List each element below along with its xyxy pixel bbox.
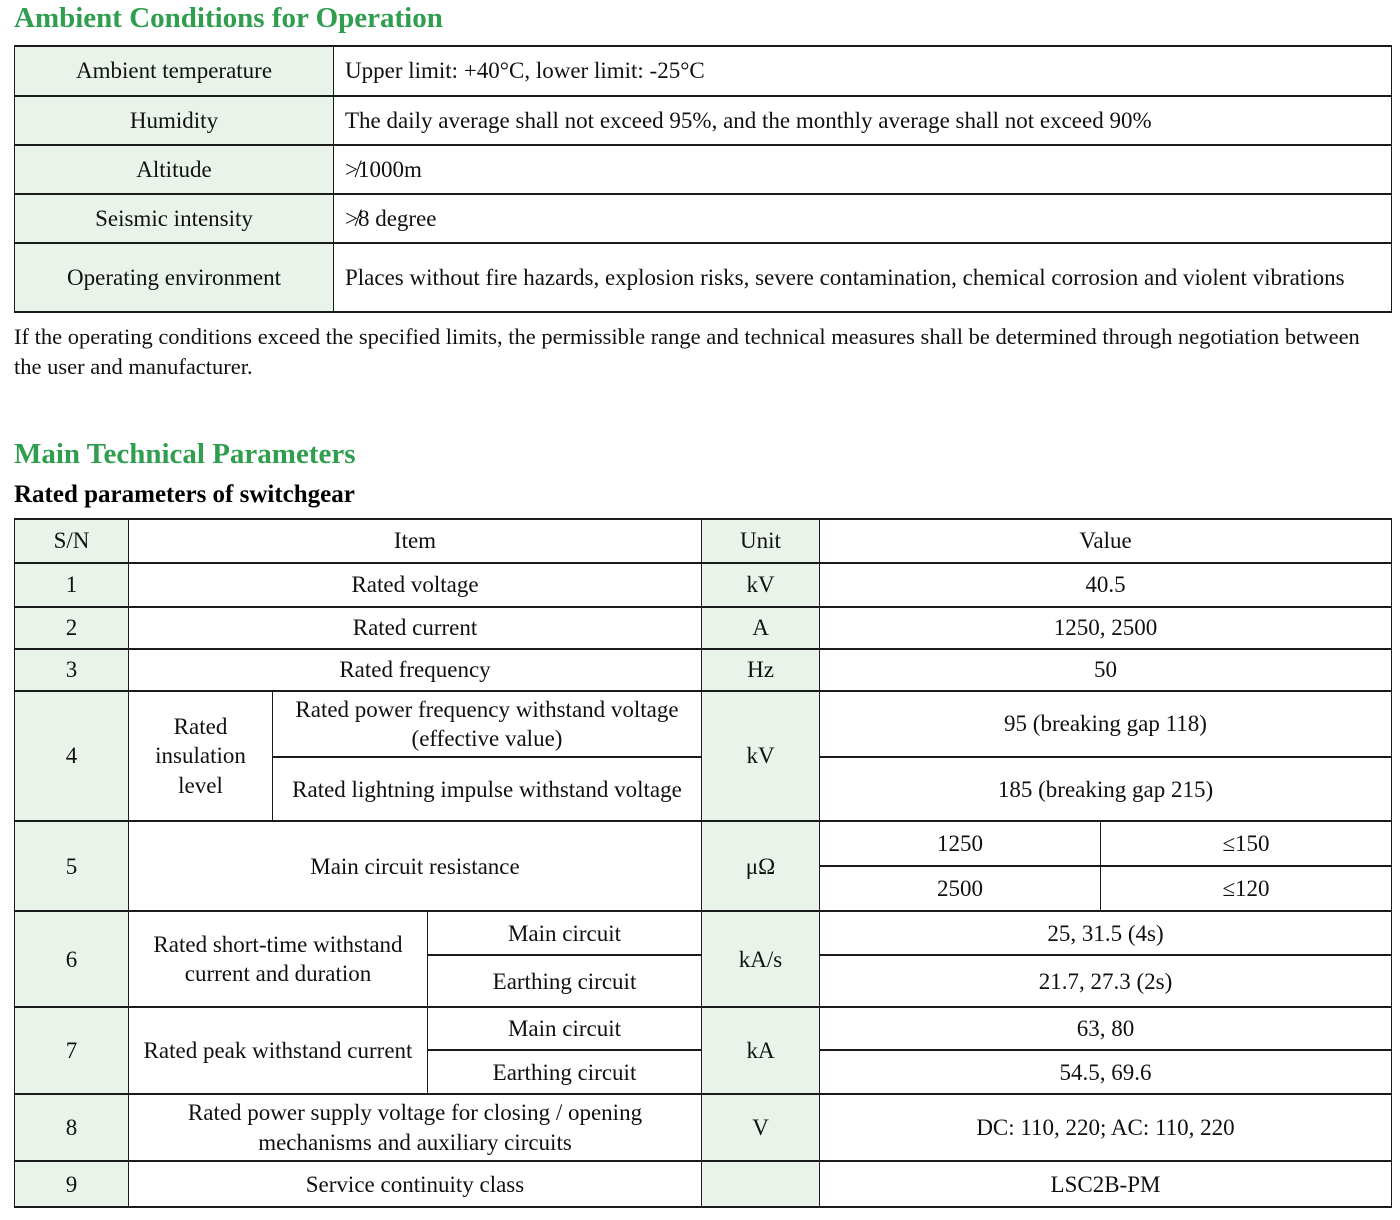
value-cell: 63, 80: [820, 1007, 1392, 1050]
header-sn: S/N: [15, 519, 129, 563]
sn-cell: 1: [15, 563, 129, 607]
item-sub-cell: Main circuit: [428, 1007, 702, 1050]
row-label: Operating environment: [15, 243, 334, 312]
table-row: [15, 649, 1392, 691]
sn-cell: 6: [15, 911, 129, 1007]
item-group-cell: Rated peak withstand current: [129, 1007, 428, 1094]
sn-cell: 9: [15, 1161, 129, 1207]
table-row: [15, 911, 1392, 955]
table-header-row: [15, 519, 1392, 563]
table-row: [15, 1007, 1392, 1050]
table-row: [15, 691, 1392, 758]
table-row: [15, 1161, 1392, 1207]
sn-cell: 7: [15, 1007, 129, 1094]
value-current-cell: 1250: [820, 821, 1101, 866]
table-row: [15, 607, 1392, 649]
table-row: [15, 563, 1392, 607]
value-cell: DC: 110, 220; AC: 110, 220: [820, 1094, 1392, 1161]
table-row: [15, 243, 1392, 312]
value-cell: 54.5, 69.6: [820, 1050, 1392, 1094]
ambient-conditions-table: [14, 45, 1392, 313]
sn-cell: 4: [15, 691, 129, 822]
table-row: [15, 46, 1392, 96]
row-label: Ambient temperature: [15, 46, 334, 96]
rated-parameters-table: [14, 518, 1392, 1209]
item-cell: Main circuit resistance: [129, 821, 702, 911]
value-cell: 1250, 2500: [820, 607, 1392, 649]
value-cell: 40.5: [820, 563, 1392, 607]
unit-cell: kV: [702, 563, 820, 607]
table-row: [15, 821, 1392, 866]
item-cell: Rated frequency: [129, 649, 702, 691]
row-value: ≯8 degree: [334, 194, 1392, 243]
unit-cell: μΩ: [702, 821, 820, 911]
unit-cell: kV: [702, 691, 820, 822]
unit-cell: kA: [702, 1007, 820, 1094]
value-cell: 185 (breaking gap 215): [820, 757, 1392, 821]
value-cell: 95 (breaking gap 118): [820, 691, 1392, 758]
unit-cell: kA/s: [702, 911, 820, 1007]
note-text: If the operating conditions exceed the specified limits, the permissible range and technical measures shall be determined through negotiation between the user and manufacturer.: [14, 323, 1360, 380]
item-cell: Rated power supply voltage for closing / opening mechanisms and auxiliary circuits: [129, 1094, 702, 1161]
row-label: Altitude: [15, 145, 334, 194]
row-value: Upper limit: +40°C, lower limit: -25°C: [334, 46, 1392, 96]
header-unit: Unit: [702, 519, 820, 563]
section-title-main-technical-parameters: Main Technical Parameters: [14, 437, 356, 470]
subsection-title-rated-parameters: Rated parameters of switchgear: [14, 480, 355, 508]
unit-cell: [702, 1161, 820, 1207]
value-cell: 50: [820, 649, 1392, 691]
header-value: Value: [820, 519, 1392, 563]
value-limit-cell: ≤120: [1101, 866, 1392, 911]
item-group-cell: Rated short-time withstand current and duration: [129, 911, 428, 1007]
item-cell: Rated current: [129, 607, 702, 649]
value-cell: 25, 31.5 (4s): [820, 911, 1392, 955]
table-row: [15, 96, 1392, 145]
value-cell: LSC2B-PM: [820, 1161, 1392, 1207]
item-cell: Service continuity class: [129, 1161, 702, 1207]
section-title-ambient-conditions: Ambient Conditions for Operation: [14, 2, 443, 34]
unit-cell: Hz: [702, 649, 820, 691]
row-value: Places without fire hazards, explosion risks, severe contamination, chemical corrosion and violent vibrations: [334, 243, 1392, 312]
unit-cell: V: [702, 1094, 820, 1161]
item-sub-cell: Main circuit: [428, 911, 702, 955]
row-label: Humidity: [15, 96, 334, 145]
sn-cell: 5: [15, 821, 129, 911]
row-value: The daily average shall not exceed 95%, and the monthly average shall not exceed 90%: [334, 96, 1392, 145]
sn-cell: 8: [15, 1094, 129, 1161]
table-row: [15, 194, 1392, 243]
row-label: Seismic intensity: [15, 194, 334, 243]
item-sub-cell: Rated power frequency withstand voltage (effective value): [273, 691, 702, 758]
unit-cell: A: [702, 607, 820, 649]
value-limit-cell: ≤150: [1101, 821, 1392, 866]
item-sub-cell: Earthing circuit: [428, 1050, 702, 1094]
sn-cell: 3: [15, 649, 129, 691]
item-sub-cell: Rated lightning impulse withstand voltage: [273, 757, 702, 821]
row-value: ≯1000m: [334, 145, 1392, 194]
table-row: [15, 1094, 1392, 1161]
value-cell: 21.7, 27.3 (2s): [820, 955, 1392, 1007]
table-row: [15, 145, 1392, 194]
sn-cell: 2: [15, 607, 129, 649]
item-group-cell: Rated insulation level: [129, 691, 273, 822]
item-cell: Rated voltage: [129, 563, 702, 607]
header-item: Item: [129, 519, 702, 563]
value-current-cell: 2500: [820, 866, 1101, 911]
item-sub-cell: Earthing circuit: [428, 955, 702, 1007]
